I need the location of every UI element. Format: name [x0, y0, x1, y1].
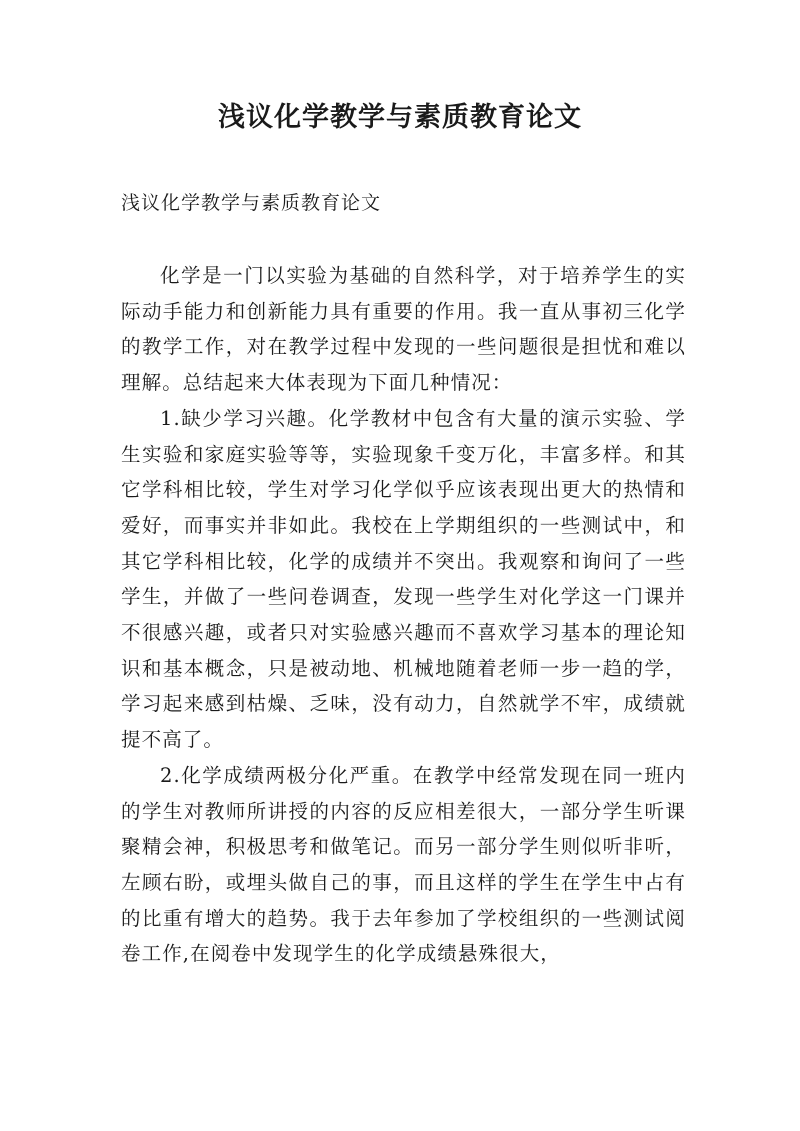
document-subtitle: 浅议化学教学与素质教育论文 [121, 192, 382, 214]
document-body [121, 258, 686, 972]
paragraph-point-1: 1.缺少学习兴趣。化学教材中包含有大量的演示实验、学生实验和家庭实验等等，实验现象千变万化，丰富多样。和其它学科相比较，学生对学习化学似乎应该表现出更大的热情和爱好，而事实并非如此。我校在上学期组织的一些测试中，和其它学科相比较，化学的成绩并不突出。我观察和询问了一些学生，并做了一些问卷调查，发现一些学生对化学这一门课并不很感兴趣，或者只对实验感兴趣而不喜欢学习基本的理论知识和基本概念，只是被动地、机械地随着老师一步一趋的学，学习起来感到枯燥、乏味，没有动力，自然就学不牢，成绩就提不高了。 [121, 406, 686, 752]
document-title: 浅议化学教学与素质教育论文 [218, 102, 582, 133]
paragraph-intro: 化学是一门以实验为基础的自然科学，对于培养学生的实际动手能力和创新能力具有重要的作用。我一直从事初三化学的教学工作，对在教学过程中发现的一些问题很是担忧和难以理解。总结起来大体表现为下面几种情况： [121, 264, 686, 395]
paragraph-point-2: 2.化学成绩两极分化严重。在教学中经常发现在同一班内的学生对教师所讲授的内容的反应相差很大，一部分学生听课聚精会神，积极思考和做笔记。而另一部分学生则似听非听，左顾右盼，或埋头做自己的事，而且这样的学生在学生中占有的比重有增大的趋势。我于去年参加了学校组织的一些测试阅卷工作,在阅卷中发现学生的化学成绩悬殊很大， [121, 763, 686, 966]
